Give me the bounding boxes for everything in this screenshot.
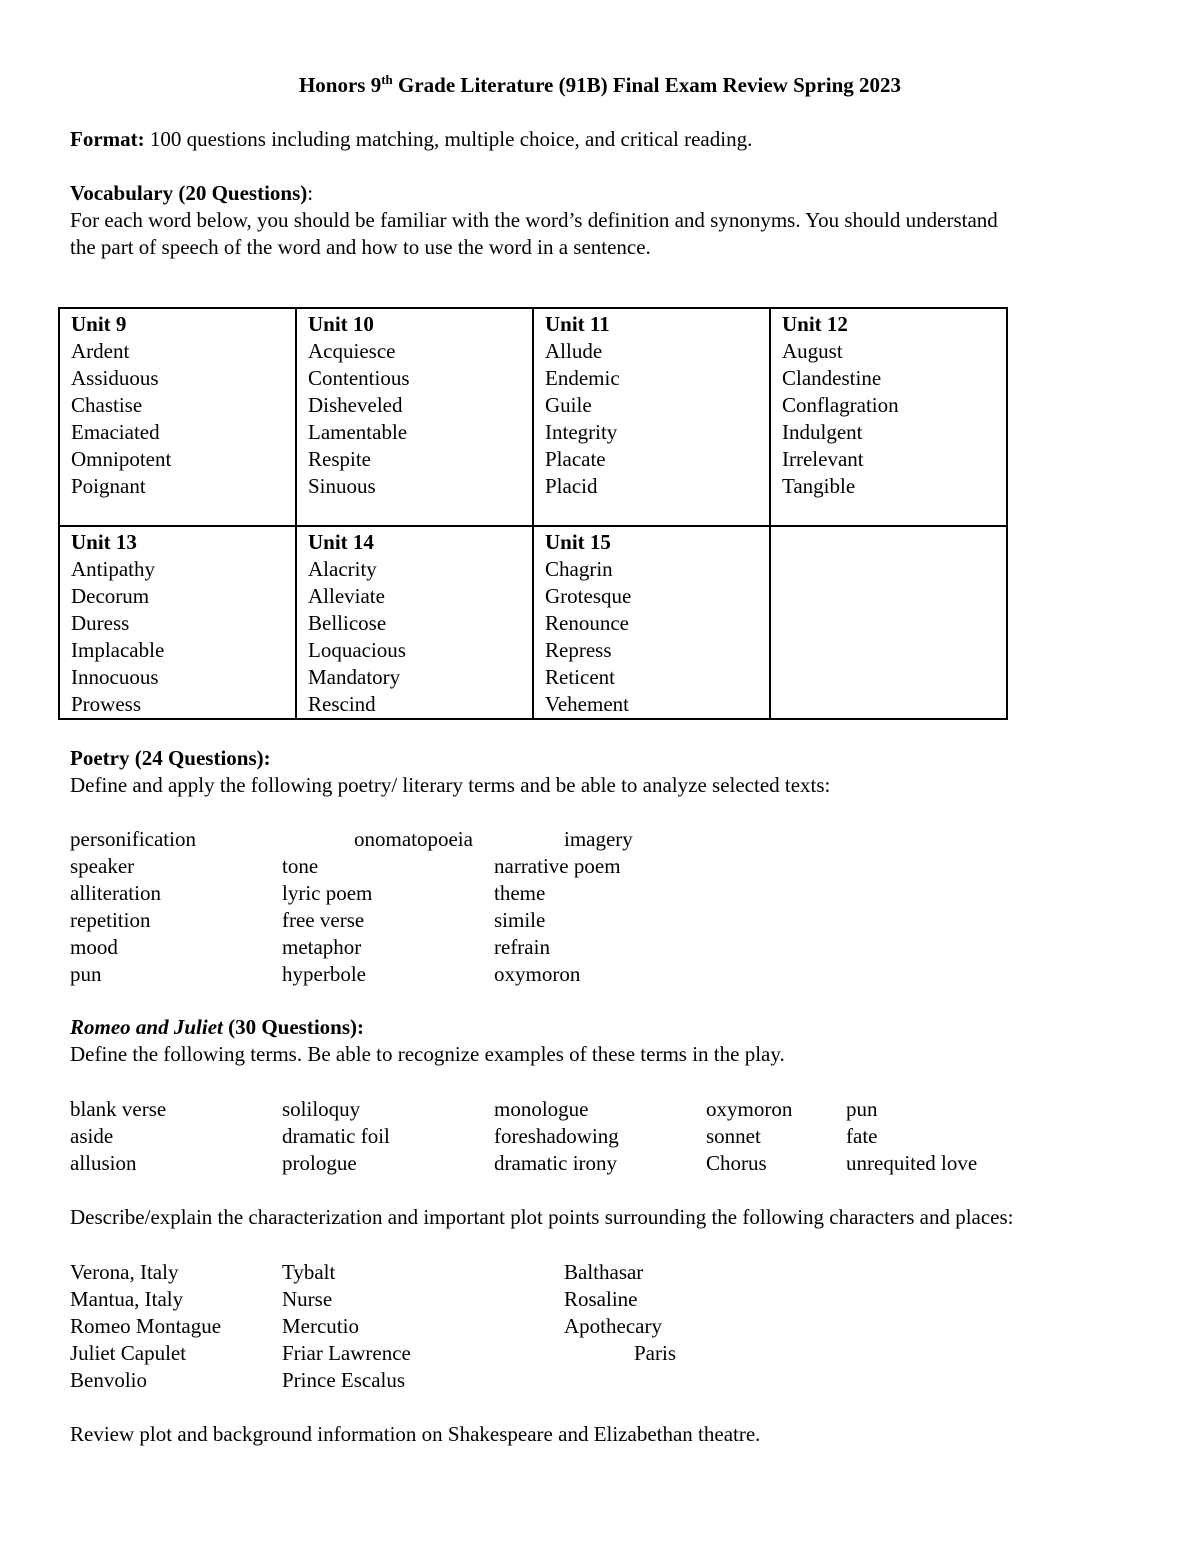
vocabulary-instruction-line-2: the part of speech of the word and how to use the word in a sentence. bbox=[70, 235, 651, 259]
vocab-word: Duress bbox=[71, 611, 130, 635]
character-item: Tybalt bbox=[282, 1260, 336, 1284]
poetry-term: speaker bbox=[70, 854, 135, 878]
vocab-word: Alleviate bbox=[308, 584, 385, 608]
unit-heading: Unit 9 bbox=[71, 312, 127, 336]
character-item: Balthasar bbox=[564, 1260, 644, 1284]
romeo-term: dramatic irony bbox=[494, 1151, 618, 1175]
vocab-word: Ardent bbox=[71, 339, 130, 363]
romeo-term: unrequited love bbox=[846, 1151, 978, 1175]
romeo-term: pun bbox=[846, 1097, 878, 1121]
poetry-term: personification bbox=[70, 827, 196, 851]
vocab-word: Rescind bbox=[308, 692, 376, 716]
poetry-term: refrain bbox=[494, 935, 550, 959]
vocab-word: Chastise bbox=[71, 393, 143, 417]
character-item: Paris bbox=[634, 1341, 676, 1365]
vocab-word: Sinuous bbox=[308, 474, 376, 498]
vocab-word: Integrity bbox=[545, 420, 618, 444]
vocab-word: Poignant bbox=[71, 474, 146, 498]
romeo-term: soliloquy bbox=[282, 1097, 361, 1121]
poetry-term: onomatopoeia bbox=[354, 827, 473, 851]
format-label: Format: bbox=[70, 127, 145, 151]
vocab-word: Bellicose bbox=[308, 611, 387, 635]
character-item: Verona, Italy bbox=[70, 1260, 179, 1284]
format-text: 100 questions including matching, multiple choice, and critical reading. bbox=[144, 127, 753, 151]
vocab-word: Contentious bbox=[308, 366, 410, 390]
vocab-word: Vehement bbox=[545, 692, 629, 716]
vocab-word: Chagrin bbox=[545, 557, 613, 581]
character-item: Friar Lawrence bbox=[282, 1341, 411, 1365]
poetry-term: free verse bbox=[282, 908, 365, 932]
romeo-term: dramatic foil bbox=[282, 1124, 390, 1148]
unit-cell bbox=[770, 308, 1007, 526]
poetry-term: pun bbox=[70, 962, 102, 986]
poetry-term: alliteration bbox=[70, 881, 161, 905]
poetry-term: theme bbox=[494, 881, 546, 905]
vocab-word: Repress bbox=[545, 638, 612, 662]
unit-cell bbox=[296, 308, 533, 526]
vocab-word: Decorum bbox=[71, 584, 150, 608]
vocab-word: Tangible bbox=[782, 474, 856, 498]
romeo-term: oxymoron bbox=[706, 1097, 793, 1121]
romeo-term: allusion bbox=[70, 1151, 137, 1175]
romeo-term: prologue bbox=[282, 1151, 357, 1175]
vocab-word: Reticent bbox=[545, 665, 615, 689]
poetry-term: lyric poem bbox=[282, 881, 373, 905]
romeo-term: fate bbox=[846, 1124, 878, 1148]
unit-heading: Unit 11 bbox=[545, 312, 610, 336]
unit-heading: Unit 12 bbox=[782, 312, 848, 336]
poetry-term: oxymoron bbox=[494, 962, 581, 986]
vocabulary-table bbox=[58, 307, 1008, 720]
vocab-word: August bbox=[782, 339, 843, 363]
character-item: Mantua, Italy bbox=[70, 1287, 184, 1311]
vocab-word: Omnipotent bbox=[71, 447, 172, 471]
romeo-term: foreshadowing bbox=[494, 1124, 619, 1148]
vocab-word: Loquacious bbox=[308, 638, 406, 662]
character-item: Benvolio bbox=[70, 1368, 147, 1392]
vocab-word: Lamentable bbox=[308, 420, 408, 444]
vocab-word: Respite bbox=[308, 447, 371, 471]
poetry-term: repetition bbox=[70, 908, 151, 932]
vocab-word: Conflagration bbox=[782, 393, 899, 417]
character-item: Romeo Montague bbox=[70, 1314, 222, 1338]
unit-cell bbox=[296, 526, 533, 719]
character-item: Mercutio bbox=[282, 1314, 359, 1338]
vocab-word: Mandatory bbox=[308, 665, 401, 689]
romeo-term: blank verse bbox=[70, 1097, 167, 1121]
vocab-word: Acquiesce bbox=[308, 339, 396, 363]
vocab-word: Indulgent bbox=[782, 420, 863, 444]
characters-instruction: Describe/explain the characterization and important plot points surrounding the following characters and places: bbox=[70, 1205, 1014, 1229]
vocab-word: Endemic bbox=[545, 366, 620, 390]
unit-cell bbox=[59, 526, 296, 719]
romeo-term: Chorus bbox=[706, 1151, 767, 1175]
poetry-instruction: Define and apply the following poetry/ literary terms and be able to analyze selected texts: bbox=[70, 773, 831, 797]
vocab-word: Emaciated bbox=[71, 420, 160, 444]
vocab-word: Prowess bbox=[71, 692, 142, 716]
vocab-word: Renounce bbox=[545, 611, 629, 635]
vocabulary-instruction-line-1: For each word below, you should be familiar with the word’s definition and synonyms. You should understand bbox=[70, 208, 998, 232]
poetry-term: metaphor bbox=[282, 935, 362, 959]
unit-cell bbox=[533, 526, 770, 719]
poetry-term: simile bbox=[494, 908, 546, 932]
romeo-term: sonnet bbox=[706, 1124, 761, 1148]
vocab-word: Antipathy bbox=[71, 557, 155, 581]
vocab-word: Allude bbox=[545, 339, 603, 363]
romeo-term: monologue bbox=[494, 1097, 589, 1121]
poetry-heading: Poetry (24 Questions): bbox=[70, 746, 271, 770]
unit-cell bbox=[533, 308, 770, 526]
romeo-instruction: Define the following terms. Be able to recognize examples of these terms in the play. bbox=[70, 1042, 785, 1066]
poetry-term: narrative poem bbox=[494, 854, 621, 878]
empty-cell bbox=[770, 526, 1007, 719]
format-line bbox=[70, 126, 1160, 153]
vocab-word: Assiduous bbox=[71, 366, 159, 390]
character-item: Nurse bbox=[282, 1287, 333, 1311]
vocab-word: Placid bbox=[545, 474, 598, 498]
romeo-heading: Romeo and Juliet (30 Questions): bbox=[70, 1015, 365, 1039]
unit-heading: Unit 13 bbox=[71, 530, 137, 554]
closing-note: Review plot and background information on Shakespeare and Elizabethan theatre. bbox=[70, 1422, 761, 1446]
unit-heading: Unit 10 bbox=[308, 312, 374, 336]
character-item: Prince Escalus bbox=[282, 1368, 406, 1392]
vocab-word: Implacable bbox=[71, 638, 165, 662]
vocab-word: Irrelevant bbox=[782, 447, 864, 471]
vocab-word: Innocuous bbox=[71, 665, 159, 689]
page-title: Honors 9th Grade Literature (91B) Final Exam Review Spring 2023 bbox=[298, 72, 902, 97]
unit-heading: Unit 14 bbox=[308, 530, 374, 554]
vocab-word: Guile bbox=[545, 393, 592, 417]
vocab-word: Disheveled bbox=[308, 393, 403, 417]
poetry-term: mood bbox=[70, 935, 118, 959]
unit-cell bbox=[59, 308, 296, 526]
vocab-word: Grotesque bbox=[545, 584, 632, 608]
unit-heading: Unit 15 bbox=[545, 530, 611, 554]
vocab-word: Clandestine bbox=[782, 366, 882, 390]
poetry-term: imagery bbox=[564, 827, 633, 851]
vocab-word: Alacrity bbox=[308, 557, 377, 581]
character-item: Apothecary bbox=[564, 1314, 662, 1338]
character-item: Juliet Capulet bbox=[70, 1341, 187, 1365]
romeo-term: aside bbox=[70, 1124, 114, 1148]
poetry-term: tone bbox=[282, 854, 319, 878]
vocab-word: Placate bbox=[545, 447, 606, 471]
vocabulary-heading: Vocabulary (20 Questions): bbox=[70, 181, 314, 205]
poetry-term: hyperbole bbox=[282, 962, 366, 986]
character-item: Rosaline bbox=[564, 1287, 638, 1311]
